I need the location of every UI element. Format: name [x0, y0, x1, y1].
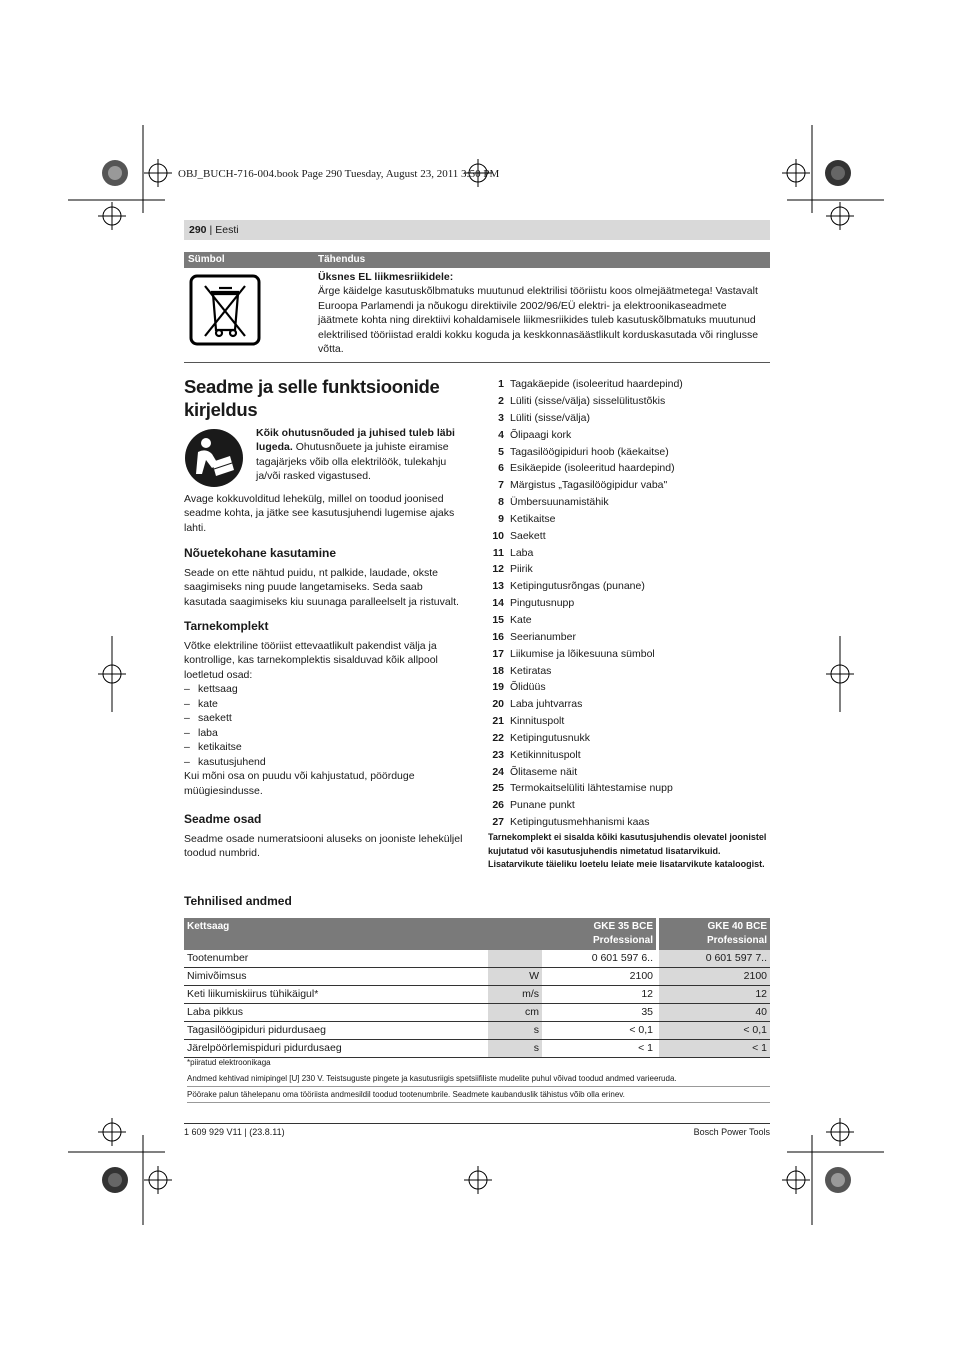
- parts-list: [484, 376, 770, 831]
- tech-row-value-1: < 0,1: [542, 1022, 656, 1040]
- parts-list-item: [484, 477, 770, 494]
- read-manual-icon: [184, 428, 244, 488]
- part-number: 8: [498, 496, 504, 509]
- parts-list-item: [484, 679, 770, 696]
- list-item: – laba: [184, 726, 466, 740]
- parts-list-item: [484, 595, 770, 612]
- symbol-text: Ärge käidelge kasutuskõlbmatuks muutunud elektrilisi tööriistu koos olmejäätmetega! Vastavalt Euroopa Parlamendi ja nõukogu direktiivile 2002/96/EÜ elektri- ja elektroonikaseadmete jäätmete kohta ning direktiivi kohaldamisele liikmesriikides tuleb kasutuskõlbmatuks muutunud elektrilised tööriistad eraldi kokku koguda ja keskkonnasäästlikult korduskasutada või ringlusse võtta.: [318, 285, 759, 356]
- table-row: [184, 1040, 770, 1058]
- part-label: Liikumise ja lõikesuuna sümbol: [510, 647, 655, 660]
- tech-footnote-1: *piiratud elektroonikaga: [187, 1058, 271, 1067]
- list-item: – ketikaitse: [184, 740, 466, 754]
- tech-header-row: [184, 918, 770, 950]
- tech-row-label: Tootenumber: [184, 950, 488, 968]
- part-label: Ketikinnituspolt: [510, 748, 581, 761]
- file-header: OBJ_BUCH-716-004.book Page 290 Tuesday, August 23, 2011 3:50 PM: [178, 168, 500, 180]
- tech-row-unit: cm: [488, 1004, 542, 1022]
- part-label: Lüliti (sisse/välja): [510, 411, 590, 424]
- intended-use-text: Seade on ette nähtud puidu, nt palkide, laudade, okste saagimiseks ning puude langetamiseks. Seda saab kasutada saagimiseks kiu suunaga paralleelselt ja ristuvalt.: [184, 567, 459, 608]
- tech-row-unit: s: [488, 1022, 542, 1040]
- tech-row-value-1: 12: [542, 986, 656, 1004]
- list-item: – saekett: [184, 711, 466, 725]
- part-number: 11: [492, 546, 504, 559]
- warning-bold: Kõik ohutusnõuded ja juhised tuleb läbi lugeda.: [256, 427, 455, 454]
- part-number: 16: [492, 630, 504, 643]
- parts-list-item: [484, 410, 770, 427]
- warning-text: Ohutusnõuete ja juhiste eiramise tagajärjeks võib olla elektrilöök, tulekahju ja/või rasked vigastused.: [256, 441, 449, 483]
- parts-list-item: [484, 662, 770, 679]
- part-label: Saekett: [510, 529, 546, 542]
- intended-use-title: Nõuetekohane kasutamine: [184, 546, 337, 560]
- part-label: Kinnituspolt: [510, 715, 565, 728]
- tech-row-value-2: 40: [659, 1004, 770, 1022]
- footer-rule: [184, 1123, 770, 1124]
- parts-list-item: [484, 763, 770, 780]
- part-number: 7: [498, 479, 504, 492]
- part-number: 18: [492, 664, 504, 677]
- part-label: Tagakäepide (isoleeritud haardepind): [510, 378, 683, 391]
- part-number: 1: [498, 378, 504, 391]
- page-number: 290: [189, 223, 207, 236]
- tech-row-value-1: 35: [542, 1004, 656, 1022]
- list-item: – kasutusjuhend: [184, 755, 466, 769]
- part-label: Märgistus „Tagasilöögipidur vaba": [510, 479, 668, 492]
- parts-list-item: [484, 629, 770, 646]
- delivery-title: Tarnekomplekt: [184, 619, 269, 633]
- tech-row-label: Nimivõimsus: [184, 968, 488, 986]
- parts-list-item: [484, 544, 770, 561]
- part-label: Ümbersuunamistähik: [510, 496, 609, 509]
- tech-row-value-1: 2100: [542, 968, 656, 986]
- parts-list-item: [484, 797, 770, 814]
- parts-list-item: [484, 393, 770, 410]
- crossed-out-wheelie-bin-icon: [189, 274, 261, 346]
- col-symbol: Sümbol: [188, 254, 225, 265]
- table-row: [184, 968, 770, 986]
- symbol-table-header: [184, 252, 770, 268]
- part-number: 10: [492, 529, 504, 542]
- tech-row-value-2: < 1: [659, 1040, 770, 1058]
- parts-list-item: [484, 578, 770, 595]
- part-number: 4: [498, 428, 504, 441]
- parts-list-item: [484, 780, 770, 797]
- table-row: [184, 986, 770, 1004]
- header-separator: |: [209, 223, 213, 236]
- part-number: 6: [498, 462, 504, 475]
- part-label: Esikäepide (isoleeritud haardepind): [510, 462, 675, 475]
- part-label: Õlidüüs: [510, 681, 546, 694]
- parts-list-item: [484, 612, 770, 629]
- part-number: 12: [492, 563, 504, 576]
- part-label: Piirik: [510, 563, 533, 576]
- tech-row-label: Tagasilöögipiduri pidurdusaeg: [184, 1022, 488, 1040]
- parts-list-item: [484, 814, 770, 831]
- parts-list-item: [484, 427, 770, 444]
- part-number: 20: [492, 698, 504, 711]
- tech-row-unit: s: [488, 1040, 542, 1058]
- parts-title: Seadme osad: [184, 812, 262, 826]
- footer-left: 1 609 929 V11 | (23.8.11): [184, 1127, 285, 1137]
- list-item: – kate: [184, 697, 466, 711]
- table-row: [184, 1022, 770, 1040]
- part-number: 9: [498, 512, 504, 525]
- parts-list-item: [484, 696, 770, 713]
- tech-row-label: Järelpöörlemispiduri pidurdusaeg: [184, 1040, 488, 1058]
- tech-row-value-1: < 1: [542, 1040, 656, 1058]
- part-number: 24: [492, 765, 504, 778]
- tech-row-value-2: < 0,1: [659, 1022, 770, 1040]
- parts-list-item: [484, 713, 770, 730]
- safety-warning: [256, 426, 466, 484]
- header-language: Eesti: [215, 223, 239, 236]
- tech-head-label: Kettsaag: [184, 918, 488, 950]
- tech-notes: [187, 1058, 770, 1103]
- part-label: Õlipaagi kork: [510, 428, 572, 441]
- delivery-after: Kui mõni osa on puudu või kahjustatud, pöörduge müügiesindusse.: [184, 770, 415, 797]
- part-label: Kate: [510, 613, 532, 626]
- tech-table: [184, 918, 770, 1058]
- parts-list-item: [484, 494, 770, 511]
- part-label: Punane punkt: [510, 799, 575, 812]
- parts-note: Tarnekomplekt ei sisalda kõiki kasutusjuhendis olevatel joonistel kujutatud või kasutusjuhendis nimetatud lisatarvikuid. Lisatarvikute täieliku loetelu leiate meie lisatarvikute kataloogist.: [488, 832, 767, 869]
- symbol-table-row: [184, 268, 770, 363]
- part-number: 5: [498, 445, 504, 458]
- tech-row-value-1: 0 601 597 6..: [542, 950, 656, 968]
- part-number: 26: [492, 799, 504, 812]
- parts-text: Seadme osade numeratsiooni aluseks on jooniste leheküljel toodud numbrid.: [184, 833, 463, 860]
- part-number: 23: [492, 748, 504, 761]
- parts-list-item: [484, 443, 770, 460]
- part-number: 21: [492, 715, 504, 728]
- table-row: [184, 950, 770, 968]
- part-number: 25: [492, 782, 504, 795]
- part-label: Seerianumber: [510, 630, 576, 643]
- section-title: Seadme ja selle funktsioonide kirjeldus: [184, 376, 440, 420]
- part-label: Ketipingutusrõngas (punane): [510, 580, 645, 593]
- tech-row-unit: m/s: [488, 986, 542, 1004]
- tech-row-unit: [488, 950, 542, 968]
- col-meaning: Tähendus: [318, 254, 366, 265]
- page-header: [184, 220, 770, 240]
- symbol-heading: Üksnes EL liikmesriikidele:: [318, 271, 454, 283]
- parts-list-item: [484, 561, 770, 578]
- part-label: Ketiratas: [510, 664, 552, 677]
- parts-list-item: [484, 747, 770, 764]
- part-number: 27: [492, 816, 504, 829]
- parts-list-item: [484, 528, 770, 545]
- part-label: Ketipingutusnukk: [510, 731, 590, 744]
- footer-right: Bosch Power Tools: [693, 1127, 770, 1137]
- delivery-list: [184, 682, 466, 769]
- part-number: 22: [492, 731, 504, 744]
- parts-list-item: [484, 511, 770, 528]
- tech-row-label: Keti liikumiskiirus tühikäigul*: [184, 986, 488, 1004]
- part-number: 15: [492, 613, 504, 626]
- part-label: Laba juhtvarras: [510, 698, 583, 711]
- part-label: Tagasilöögipiduri hoob (käekaitse): [510, 445, 669, 458]
- tech-title: Tehnilised andmed: [184, 894, 292, 908]
- part-number: 3: [498, 411, 504, 424]
- delivery-text: Võtke elektriline tööriist ettevaatlikult pakendist välja ja kontrollige, kas tarnekomplektis sisalduvad kõik allpool loetletud osad:: [184, 640, 438, 681]
- list-item: – kettsaag: [184, 682, 466, 696]
- intro-text: Avage kokkuvolditud lehekülg, millel on toodud joonised seadme kohta, ja jätke see kasutusjuhendi lugemise ajaks lahti.: [184, 493, 455, 534]
- part-number: 13: [492, 580, 504, 593]
- tech-row-value-2: 2100: [659, 968, 770, 986]
- part-label: Pingutusnupp: [510, 597, 575, 610]
- table-row: [184, 1004, 770, 1022]
- part-label: Laba: [510, 546, 534, 559]
- part-label: Ketipingutusmehhanismi kaas: [510, 816, 650, 829]
- part-label: Termokaitselüliti lähtestamise nupp: [510, 782, 673, 795]
- part-label: Lüliti (sisse/välja) sisselülitustõkis: [510, 395, 666, 408]
- tech-head-model1: GKE 35 BCE Professional: [542, 918, 656, 950]
- part-label: Õlitaseme näit: [510, 765, 578, 778]
- parts-list-item: [484, 376, 770, 393]
- delivery-block: [184, 639, 466, 798]
- part-number: 14: [492, 597, 504, 610]
- parts-list-item: [484, 646, 770, 663]
- tech-head-model2: GKE 40 BCE Professional: [659, 918, 770, 950]
- tech-head-unit: [488, 918, 542, 950]
- parts-list-item: [484, 730, 770, 747]
- part-number: 19: [492, 681, 504, 694]
- tech-row-unit: W: [488, 968, 542, 986]
- part-label: Ketikaitse: [510, 512, 556, 525]
- tech-row-label: Laba pikkus: [184, 1004, 488, 1022]
- part-number: 2: [498, 395, 504, 408]
- tech-row-value-2: 0 601 597 7..: [659, 950, 770, 968]
- symbol-meaning: [318, 270, 768, 357]
- tech-footnote-2: Andmed kehtivad nimipingel [U] 230 V. Teistsuguste pingete ja kasutusriigis spetsiifiliste mudelite puhul võivad toodud andmed varieeruda.: [187, 1068, 770, 1087]
- tech-footnote-3: Pöörake palun tähelepanu oma tööriista andmesildil toodud tootenumbrile. Seadmete kaubanduslik tähistus võib olla erinev.: [187, 1087, 770, 1103]
- tech-row-value-2: 12: [659, 986, 770, 1004]
- parts-list-item: [484, 460, 770, 477]
- part-number: 17: [492, 647, 504, 660]
